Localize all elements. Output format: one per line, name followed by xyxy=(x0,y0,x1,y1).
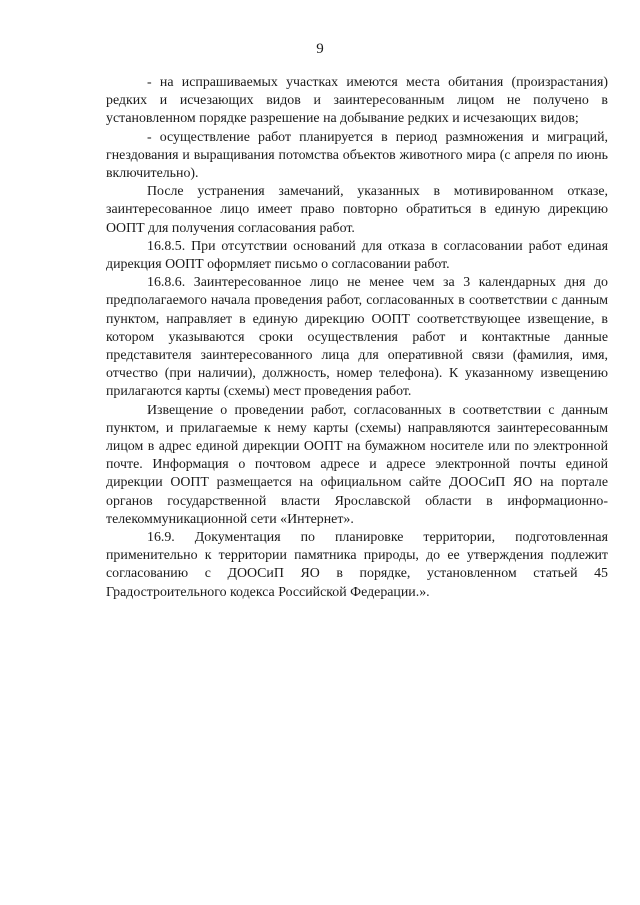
page-number: 9 xyxy=(316,41,324,57)
paragraph-resubmission: После устранения замечаний, указанных в мотивированном отказе, заинтересованное лицо имеет право повторно обратиться в единую дирекцию ООПТ для получения согласования работ. xyxy=(106,184,608,236)
paragraph-habitat-condition: - на испрашиваемых участках имеются места обитания (произрастания) редких и исчезающих видов и заинтересованным лицом не получено в установленном порядке разрешение на добывание редких и исчезающих видов; xyxy=(106,75,608,127)
paragraph-16-8-5: 16.8.5. При отсутствии оснований для отказа в согласовании работ единая дирекция ООПТ оформляет письмо о согласовании работ. xyxy=(106,238,608,273)
paragraph-16-8-6: 16.8.6. Заинтересованное лицо не менее чем за 3 календарных дня до предполагаемого начала проведения работ, согласованных в соответствии с данным пунктом, направляет в единую дирекцию ООПТ соответствующее извещение, в котором указываются сроки осуществления работ и контактные данные представителя заинтересованного лица для оперативной связи (фамилия, имя, отчество (при наличии), должность, номер телефона). К указанному извещению прилагаются карты (схемы) мест проведения работ. xyxy=(106,275,608,400)
document-body xyxy=(106,74,608,602)
paragraph-16-9: 16.9. Документация по планировке территории, подготовленная применительно к территории памятника природы, до ее утверждения подлежит согласованию с ДООСиП ЯО в порядке, установленном статьей 45 Градостроительного кодекса Российской Федерации.». xyxy=(106,530,608,600)
paragraph-breeding-period: - осуществление работ планируется в период размножения и миграций, гнездования и выращивания потомства объектов животного мира (с апреля по июнь включительно). xyxy=(106,129,608,182)
paragraph-notice-delivery: Извещение о проведении работ, согласованных в соответствии с данным пунктом, и прилагаемые к нему карты (схемы) направляются заинтересованным лицом в адрес единой дирекции ООПТ на бумажном носителе или по электронной почте. Информация о почтовом адресе и адресе электронной почты единой дирекции ООПТ размещается на официальном сайте ДООСиП ЯО на портале органов государственной власти Ярославской области в информационно-телекоммуникационной сети «Интернет». xyxy=(106,402,608,527)
